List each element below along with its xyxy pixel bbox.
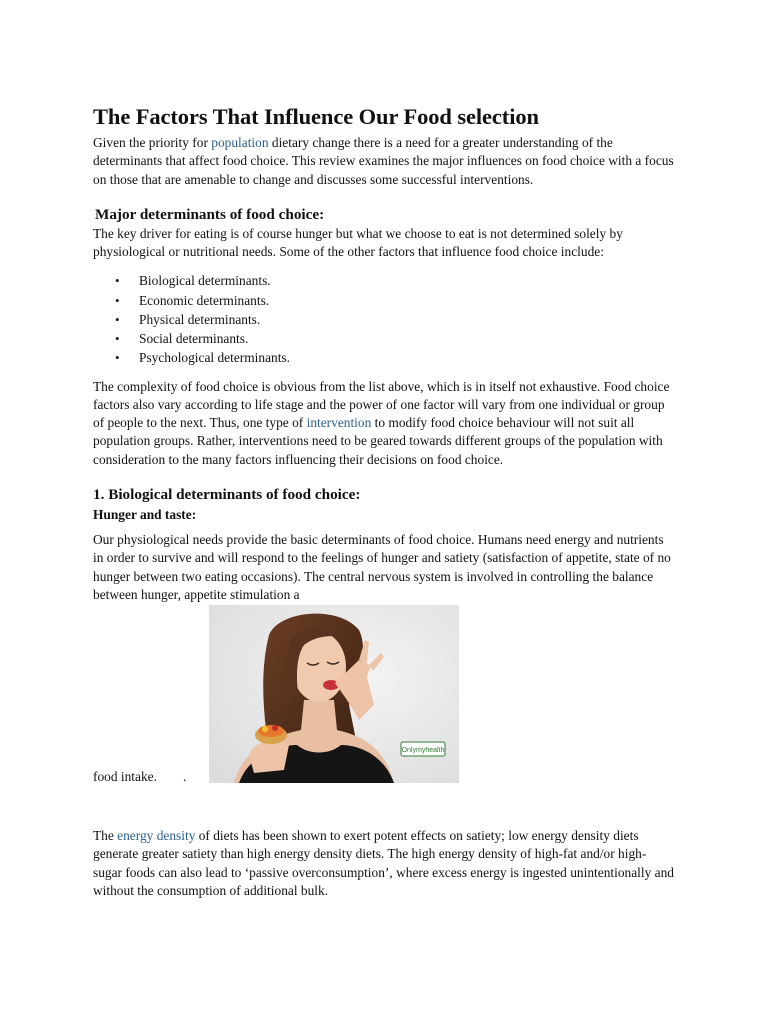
caption-text: food intake. [93, 769, 157, 785]
hunger-taste-subheading: Hunger and taste: [93, 506, 197, 522]
complexity-text-1: The complexity of food choice is obvious from the list above, which is in itself not exhaustive. Food choice factors also vary according to life stage and the power of one factor will vary from one individual or group of people to the next. Thus, one type of [93, 378, 670, 431]
energy-text-1: The [93, 828, 118, 844]
intro-text-2: dietary change there is a need for a greater understanding of the determinants that affect food choice. This review examines the major influences on food choice with a focus on those that are amenable to change and discusses some successful interventions. [93, 135, 674, 187]
energy-density-link[interactable]: energy density [117, 828, 196, 844]
intro-text-1: Given the priority for [93, 135, 212, 150]
list-item: • Psychological determinants. [139, 348, 675, 367]
page-title: The Factors That Influence Our Food selection [93, 104, 539, 129]
biological-paragraph: Our physiological needs provide the basic determinants of food choice. Humans need energy and nutrients in order to survive and will respond to the feelings of hunger and satiety (satisfaction of appetite, state of no hunger between two eating occasions). The central nervous system is involved in controlling the balance between hunger, appetite stimulation a [93, 531, 671, 602]
major-determinants-heading: Major determinants of food choice: [95, 205, 325, 223]
woman-eating-photo [209, 605, 459, 783]
list-item: • Economic determinants. [139, 291, 675, 310]
determinants-list [93, 271, 675, 367]
photo-block [93, 605, 675, 785]
energy-density-paragraph [93, 827, 675, 900]
photo-caption [93, 768, 186, 786]
major-determinants-text: The key driver for eating is of course hunger but what we choose to eat is not determined solely by physiological or nutritional needs. Some of the other factors that influence food choice include: [93, 225, 623, 260]
intervention-link[interactable]: intervention [306, 415, 372, 431]
intro-paragraph [93, 134, 675, 189]
list-item: • Biological determinants. [139, 271, 675, 290]
biological-determinants-heading: 1. Biological determinants of food choice: [93, 485, 361, 503]
list-item: • Social determinants. [139, 329, 675, 348]
energy-text-2: of diets has been shown to exert potent effects on satiety; low energy density diets generate greater satiety than high energy density diets. The high energy density of high-fat and/or high-sugar foods can also lead to ‘passive overconsumption’, where excess energy is ingested unintentionally and without the consumption of additional bulk. [93, 828, 674, 899]
onlymyhealth-badge: Onlymyhealth [401, 747, 445, 755]
document-content [93, 104, 675, 900]
list-item: • Physical determinants. [139, 310, 675, 329]
woman-tasting-food-image [209, 605, 459, 783]
population-link[interactable]: population [211, 135, 269, 150]
caption-dot: . [182, 769, 187, 785]
complexity-paragraph [93, 378, 675, 469]
complexity-text-2: to modify food choice behaviour will not suit all population groups. Rather, interventions need to be geared towards different groups of the population with consideration to the many factors influencing their decisions on food choice. [93, 415, 663, 467]
